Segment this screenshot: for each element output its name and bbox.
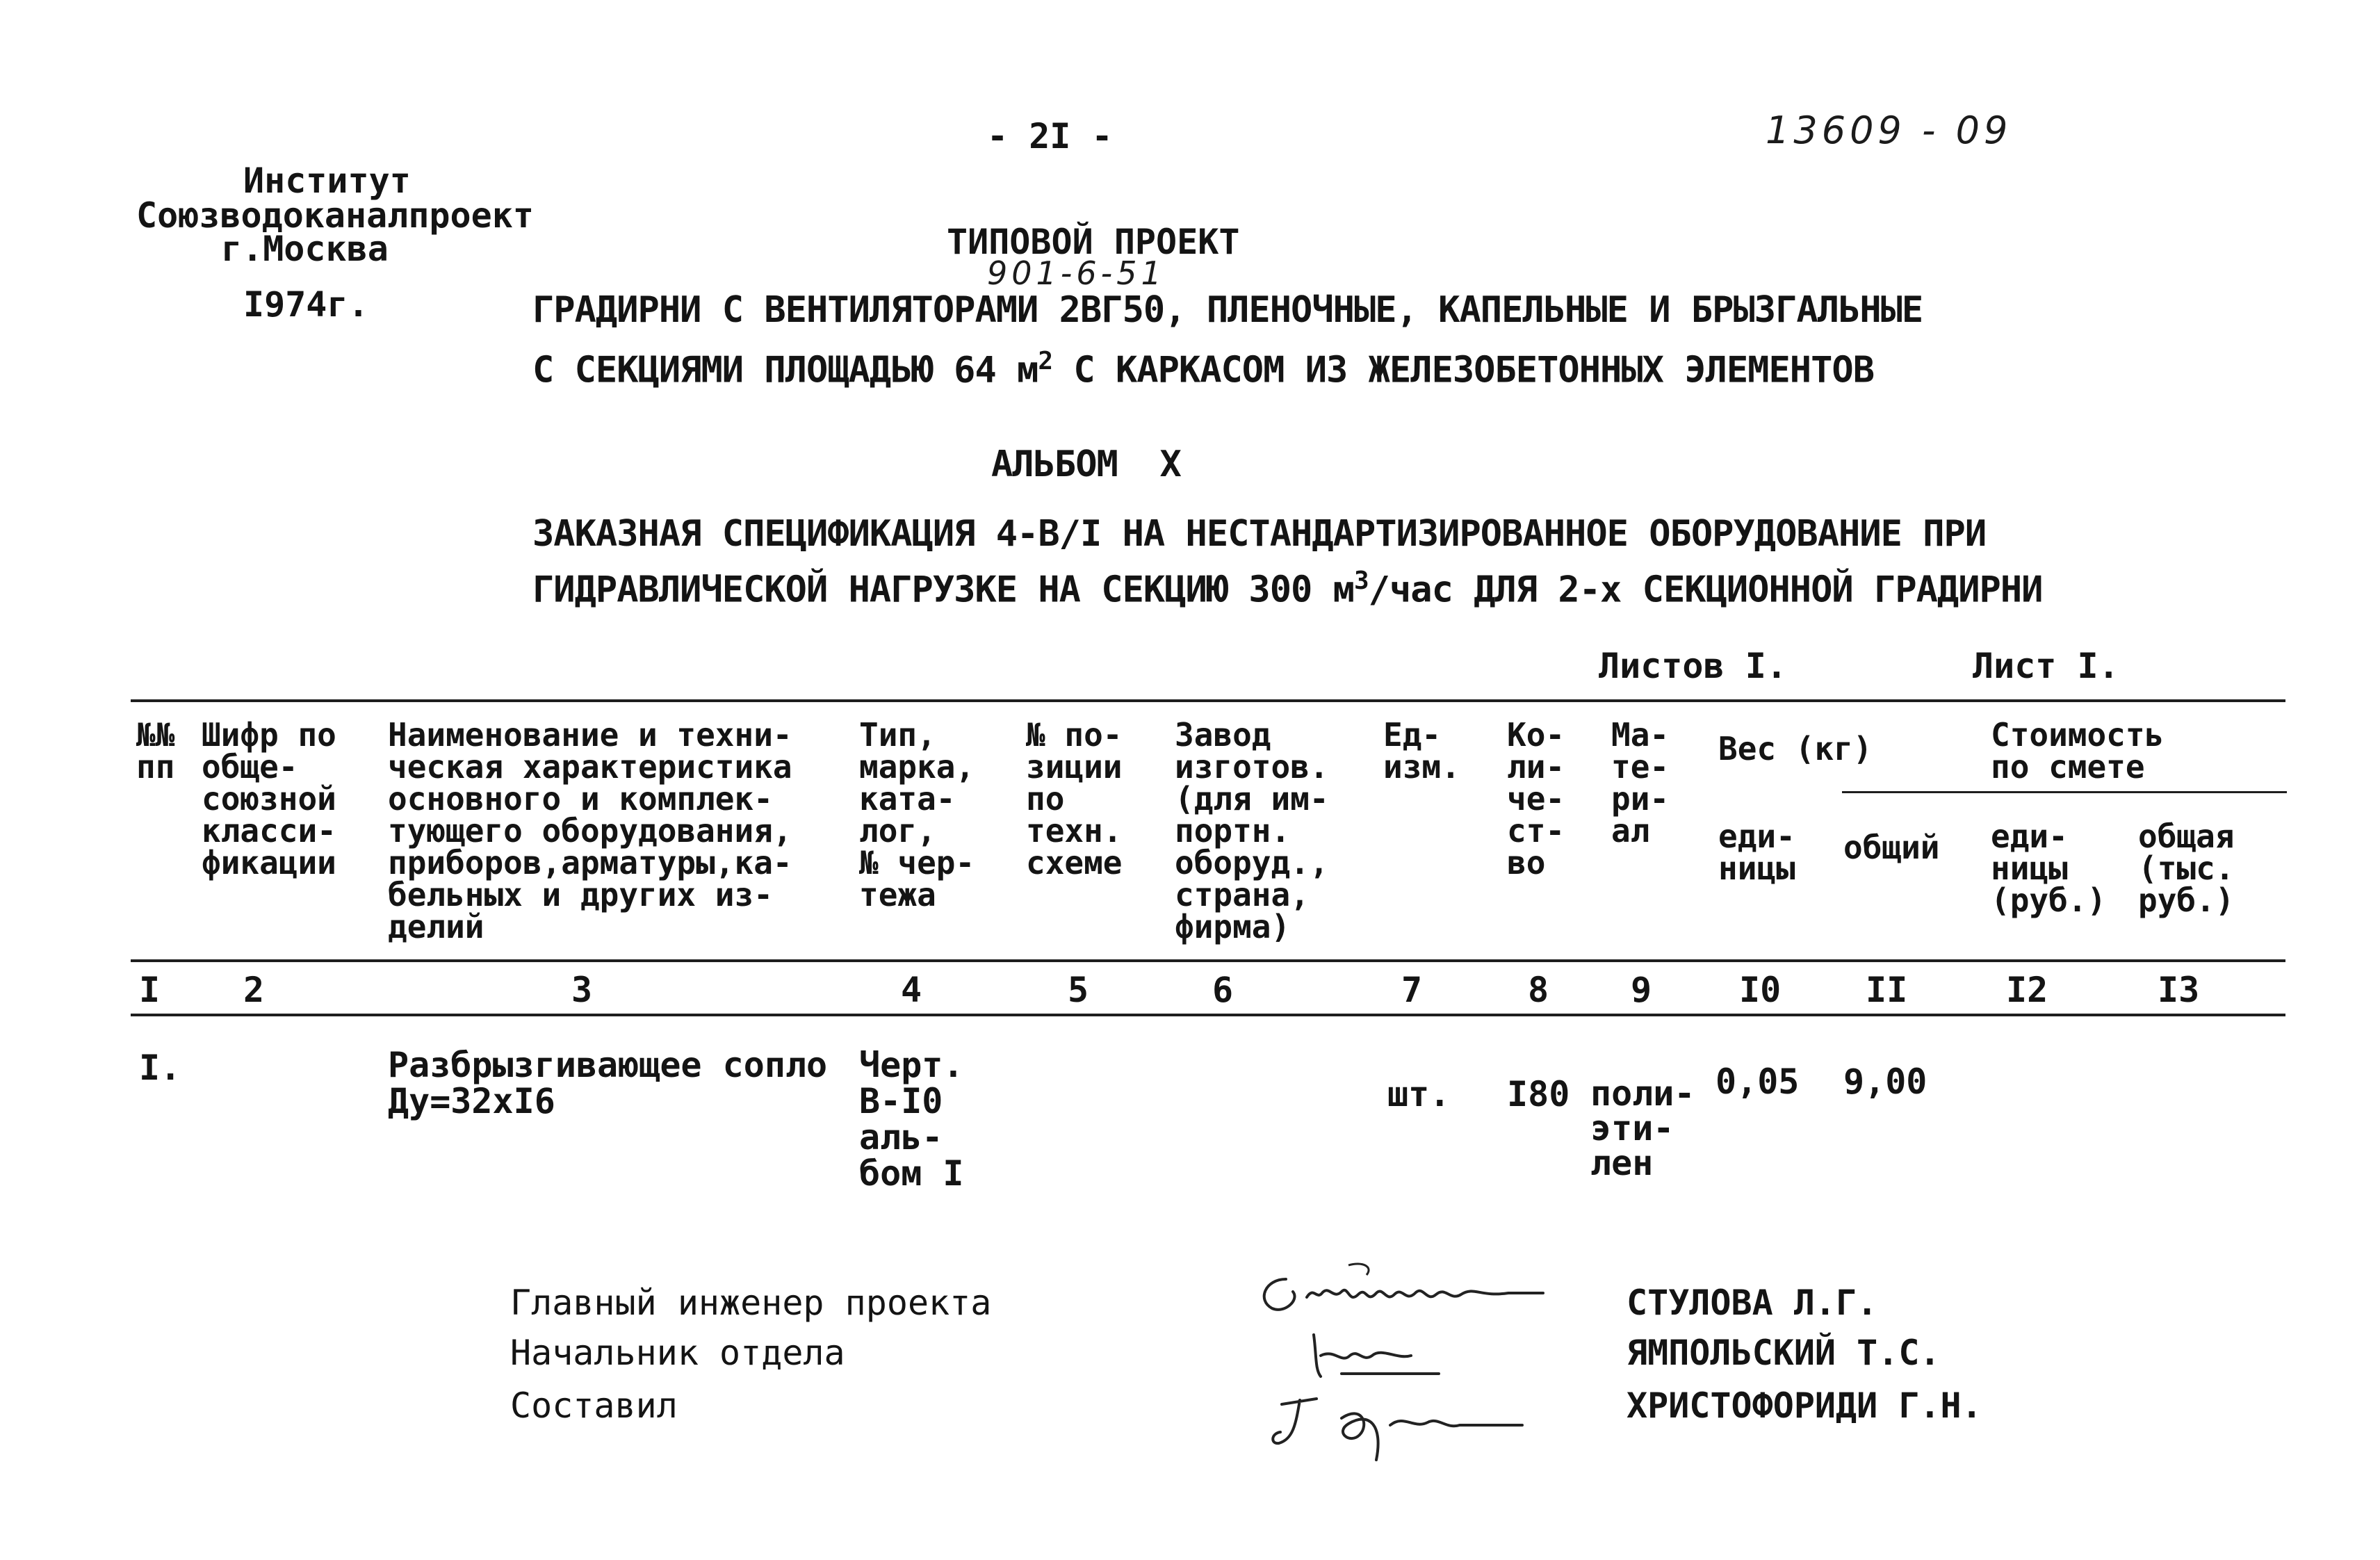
header-col9: Ма- те- ри- ал: [1611, 716, 1670, 850]
doc-code: 13609 - 09: [1766, 108, 2012, 152]
header-col3: Наименование и техни- ческая характеристика основного и комплек- тующего оборудования, приборов,арматуры,ка- бельных и других из- делий: [388, 716, 792, 945]
institute-year: I974г.: [243, 284, 369, 325]
header-cost: Стоимость по смете: [1991, 716, 2165, 786]
row-weight-total: 9,00: [1843, 1062, 1927, 1102]
colnum-3: 3: [571, 970, 593, 1010]
institute-line2: Союзводоканалпроект: [136, 195, 534, 236]
album-title: АЛЬБОМ X: [991, 444, 1181, 485]
signature-compiler: [1265, 1383, 1529, 1467]
compiler-name: ХРИСТОФОРИДИ Г.Н.: [1627, 1386, 1982, 1426]
chief-engineer-name: СТУЛОВА Л.Г.: [1627, 1283, 1878, 1323]
colnum-2: 2: [243, 970, 265, 1010]
project-title-line1: ГРАДИРНИ С ВЕНТИЛЯТОРАМИ 2ВГ50, ПЛЕНОЧНЫЕ, КАПЕЛЬНЫЕ И БРЫЗГАЛЬНЫЕ: [532, 289, 1923, 331]
header-col12: еди- ницы (руб.): [1991, 818, 2107, 919]
sheets-total: Листов I.: [1599, 646, 1787, 686]
row-qty: I80: [1507, 1074, 1570, 1114]
row-weight-unit: 0,05: [1715, 1062, 1800, 1102]
colnum-bottom-rule: [131, 1014, 2285, 1016]
colnum-11: II: [1866, 970, 1908, 1010]
sheet-current: Лист I.: [1973, 646, 2119, 686]
dept-head-name: ЯМПОЛЬСКИЙ Т.С.: [1627, 1333, 1941, 1373]
colnum-8: 8: [1528, 970, 1549, 1010]
spec-line1: ЗАКАЗНАЯ СПЕЦИФИКАЦИЯ 4-В/I НА НЕСТАНДАРТИЗИРОВАННОЕ ОБОРУДОВАНИЕ ПРИ: [532, 513, 1987, 555]
header-col7: Ед- изм.: [1383, 716, 1460, 786]
header-col4: Тип, марка, ката- лог, № чер- тежа: [859, 716, 975, 913]
header-col1: №№ пп: [136, 716, 175, 786]
header-col8: Ко- ли- че- ст- во: [1507, 716, 1565, 881]
header-col13: общая (тыс. руб.): [2138, 818, 2235, 919]
institute-line3: г.Москва: [221, 229, 389, 269]
row-type: Черт. В-I0 аль- бом I: [859, 1045, 964, 1194]
institute-line1: Институт: [243, 161, 411, 201]
row-name: Разбрызгивающее сопло Ду=32хI6: [388, 1045, 828, 1121]
compiler-title: Составил: [510, 1386, 678, 1426]
cost-sub-rule: [1842, 791, 2287, 793]
project-number: 901-6-51: [987, 254, 1166, 292]
spec-line2: ГИДРАВЛИЧЕСКОЙ НАГРУЗКЕ НА СЕКЦИЮ 300 $м^3$/час ДЛЯ 2-х СЕКЦИОННОЙ ГРАДИРНИ: [532, 567, 2043, 611]
colnum-10: I0: [1739, 970, 1782, 1010]
header-col10: еди- ницы: [1718, 818, 1795, 887]
dept-head-title: Начальник отдела: [510, 1333, 845, 1373]
chief-engineer-title: Главный инженер проекта: [510, 1283, 992, 1323]
header-col5: № по- зиции по техн. схеме: [1026, 716, 1123, 881]
header-bottom-rule: [131, 959, 2285, 962]
colnum-7: 7: [1401, 970, 1423, 1010]
colnum-13: I3: [2158, 970, 2200, 1010]
colnum-12: I2: [2006, 970, 2048, 1010]
row-material: поли- эти- лен: [1590, 1073, 1695, 1183]
header-col2: Шифр по обще- союзной класси- фикации: [202, 716, 336, 881]
page-number: - 2I -: [987, 116, 1113, 156]
signature-chief-engineer: [1244, 1251, 1550, 1328]
table-top-rule: [131, 699, 2285, 702]
header-col11: общий: [1843, 829, 1940, 866]
header-weight: Вес (кг): [1718, 730, 1873, 767]
colnum-4: 4: [901, 970, 922, 1010]
header-col6: Завод изготов. (для им- портн. оборуд., страна, фирма): [1175, 716, 1329, 945]
colnum-9: 9: [1631, 970, 1652, 1010]
project-label: ТИПОВОЙ ПРОЕКТ: [947, 222, 1240, 262]
project-title-line2: С СЕКЦИЯМИ ПЛОЩАДЬЮ 64 $м^2$ С КАРКАСОМ ИЗ ЖЕЛЕЗОБЕТОННЫХ ЭЛЕМЕНТОВ: [532, 347, 1875, 391]
row-num: I.: [139, 1048, 181, 1088]
colnum-5: 5: [1068, 970, 1089, 1010]
row-unit: шт.: [1387, 1074, 1451, 1114]
colnum-1: I: [139, 970, 161, 1010]
signature-dept-head: [1300, 1328, 1467, 1383]
colnum-6: 6: [1212, 970, 1234, 1010]
